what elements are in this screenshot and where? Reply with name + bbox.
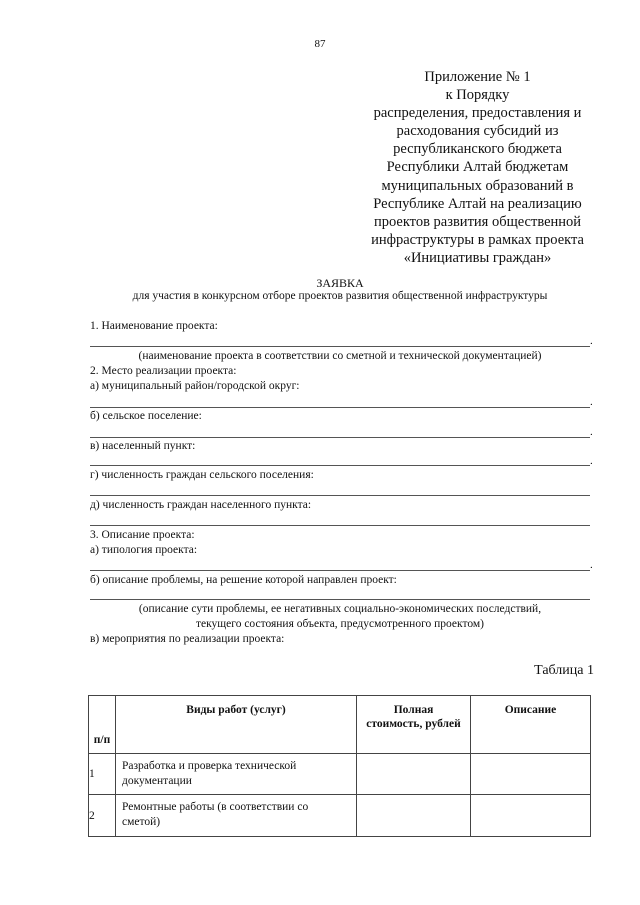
field-2e-label: д) численность граждан населенного пункта: bbox=[90, 499, 312, 511]
form-subtitle: для участия в конкурсном отборе проектов развития общественной инфраструктуры bbox=[132, 290, 548, 302]
appendix-line: расходования субсидий из bbox=[396, 123, 559, 140]
appendix-line: муниципальных образований в bbox=[381, 177, 574, 194]
field-2c-line[interactable] bbox=[90, 465, 590, 466]
header-description-cell bbox=[471, 696, 591, 754]
row-work-cell bbox=[116, 754, 357, 795]
field-2c-label: в) населенный пункт: bbox=[90, 440, 196, 452]
header-number-cell bbox=[89, 696, 116, 754]
section1-hint: (наименование проекта в соответствии со сметной и технической документацией) bbox=[138, 350, 542, 362]
appendix-line: распределения, предоставления и bbox=[373, 105, 582, 122]
row-number: 1 bbox=[89, 754, 116, 795]
section3-label: 3. Описание проекта: bbox=[90, 529, 195, 541]
row-work-line2: сметой) bbox=[122, 815, 161, 828]
row-number: 2 bbox=[89, 795, 116, 837]
appendix-block bbox=[355, 68, 600, 267]
appendix-line: «Инициативы граждан» bbox=[403, 249, 552, 266]
table-caption: Таблица 1 bbox=[534, 663, 594, 678]
row-description-cell[interactable] bbox=[471, 754, 591, 795]
field-3a-line[interactable] bbox=[90, 570, 590, 571]
row-work-cell bbox=[116, 795, 357, 837]
header-number: п/п bbox=[93, 734, 111, 746]
section2-label: 2. Место реализации проекта: bbox=[90, 365, 237, 377]
field-2e-line[interactable] bbox=[90, 525, 590, 526]
field-3c-label: в) мероприятия по реализации проекта: bbox=[90, 633, 285, 645]
appendix-line: республиканского бюджета bbox=[393, 141, 562, 158]
appendix-line: Республике Алтай на реализацию bbox=[373, 195, 582, 212]
row-work-line1: Разработка и проверка технической bbox=[122, 760, 297, 772]
row-description-cell[interactable] bbox=[471, 795, 591, 837]
appendix-line: проектов развития общественной bbox=[373, 213, 582, 230]
table-row bbox=[89, 754, 591, 795]
section1-label: 1. Наименование проекта: bbox=[90, 320, 218, 332]
row-cost-cell[interactable] bbox=[357, 795, 471, 837]
works-table bbox=[88, 695, 591, 837]
header-description: Описание bbox=[504, 704, 557, 716]
header-cost-cell bbox=[357, 696, 471, 754]
line-end-mark: . bbox=[590, 426, 593, 438]
header-works: Виды работ (услуг) bbox=[186, 704, 286, 716]
appendix-line: инфраструктуры в рамках проекта bbox=[371, 231, 584, 248]
appendix-line: Республики Алтай бюджетам bbox=[386, 159, 569, 176]
line-end-mark: . bbox=[590, 396, 593, 408]
field-2d-label: г) численность граждан сельского поселения: bbox=[90, 469, 314, 481]
field-2d-line[interactable] bbox=[90, 495, 590, 496]
field-3b-label: б) описание проблемы, на решение которой направлен проект: bbox=[90, 574, 397, 586]
line-end-mark: . bbox=[590, 559, 593, 571]
section3b-hint-line1: (описание сути проблемы, ее негативных социально-экономических последствий, bbox=[138, 603, 542, 615]
header-cost-line1: Полная bbox=[393, 704, 434, 716]
section3b-hint-line2: текущего состояния объекта, предусмотренного проектом) bbox=[196, 618, 484, 630]
field-2b-line[interactable] bbox=[90, 437, 590, 438]
form-title: ЗАЯВКА bbox=[316, 276, 364, 290]
field-3a-label: а) типология проекта: bbox=[90, 544, 198, 556]
field-2a-label: а) муниципальный район/городской округ: bbox=[90, 380, 300, 392]
row-work-line1: Ремонтные работы (в соответствии со bbox=[122, 801, 309, 813]
field-3b-line[interactable] bbox=[90, 599, 590, 600]
project-name-line[interactable] bbox=[90, 346, 590, 347]
field-2b-label: б) сельское поселение: bbox=[90, 410, 202, 422]
field-2a-line[interactable] bbox=[90, 407, 590, 408]
line-end-mark: . bbox=[590, 335, 593, 347]
row-cost-cell[interactable] bbox=[357, 754, 471, 795]
table-header-row bbox=[89, 696, 591, 754]
appendix-line: к Порядку bbox=[445, 87, 510, 104]
line-end-mark: . bbox=[590, 455, 593, 467]
header-cost-line2: стоимость, рублей bbox=[366, 718, 461, 730]
appendix-line: Приложение № 1 bbox=[424, 69, 531, 85]
table-row bbox=[89, 795, 591, 837]
row-work-line2: документации bbox=[122, 774, 192, 787]
page-number: 87 bbox=[314, 38, 326, 50]
header-works-cell bbox=[116, 696, 357, 754]
